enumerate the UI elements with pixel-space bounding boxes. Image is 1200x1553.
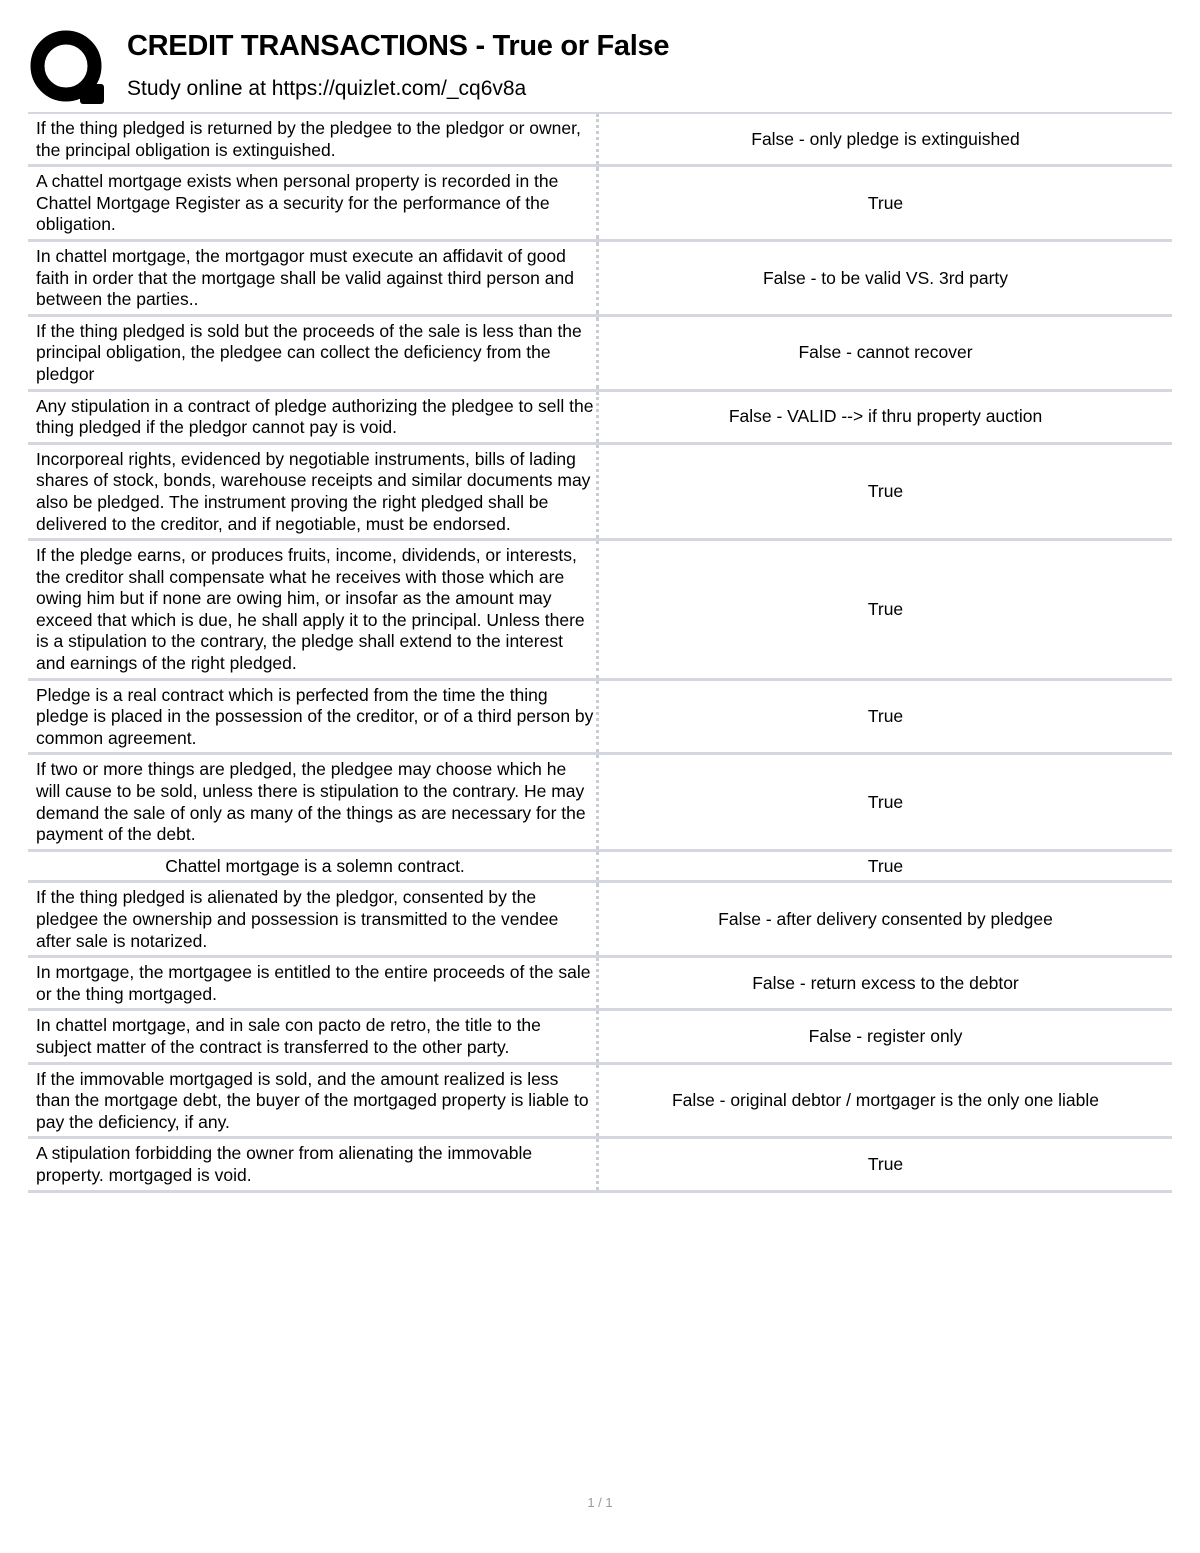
flashcard-definition <box>599 883 1172 955</box>
quizlet-q-logo-icon <box>30 30 106 106</box>
flashcard-definition <box>599 114 1172 164</box>
flashcard-definition <box>599 852 1172 881</box>
flashcard-table <box>28 112 1172 1193</box>
flashcard-term-text: If the thing pledged is alienated by the pledgor, consented by the pledgee the ownership and possession is transmitted to the vendee after sale is notarized. <box>36 887 559 951</box>
page-indicator: 1 / 1 <box>587 1495 613 1510</box>
flashcard-term-text: If the pledge earns, or produces fruits, income, dividends, or interests, the creditor shall compensate what he receives with those which are owing him but if none are owing him, or insofar as the amount may exceed that which is due, he shall apply it to the principal. Unless there is a stipulation to the contrary, the pledge shall extend to the interest and earnings of the right pledged. <box>36 545 585 674</box>
flashcard-term <box>28 1065 599 1137</box>
flashcard-row <box>28 445 1172 541</box>
flashcard-row <box>28 114 1172 167</box>
flashcard-term <box>28 242 599 314</box>
flashcard-row <box>28 317 1172 392</box>
flashcard-definition-text: False - original debtor / mortgager is the only one liable <box>671 1090 1100 1111</box>
flashcard-term-text: Incorporeal rights, evidenced by negotiable instruments, bills of lading shares of stock, bonds, warehouse receipts and similar documents may also be pledged. The instrument proving the right pledged shall be delivered to the creditor, and if negotiable, must be endorsed. <box>36 448 591 534</box>
flashcard-row <box>28 883 1172 958</box>
flashcard-row <box>28 958 1172 1011</box>
flashcard-definition <box>599 317 1172 389</box>
flashcard-definition <box>599 167 1172 239</box>
flashcard-term-text: If the thing pledged is sold but the proceeds of the sale is less than the principal obligation, the pledgee can collect the deficiency from the pledgor <box>36 320 582 384</box>
flashcard-term-text: If the immovable mortgaged is sold, and the amount realized is less than the mortgage debt, the buyer of the mortgaged property is liable to pay the deficiency, if any. <box>36 1068 589 1132</box>
flashcard-term-text: If two or more things are pledged, the pledgee may choose which he will cause to be sold, unless there is stipulation to the contrary. He may demand the sale of only as many of the things as are necessary for the payment of the debt. <box>36 759 586 845</box>
flashcard-term <box>28 958 599 1008</box>
flashcard-term-text: In chattel mortgage, the mortgagor must execute an affidavit of good faith in order that the mortgage shall be valid against third person and between the parties.. <box>36 245 574 310</box>
flashcard-row <box>28 1139 1172 1192</box>
flashcard-definition-text: False - to be valid VS. 3rd party <box>762 267 1009 288</box>
flashcard-definition-text: True <box>867 481 904 502</box>
flashcard-term <box>28 541 599 678</box>
flashcard-row <box>28 1011 1172 1064</box>
flashcard-definition-text: False - VALID --> if thru property auction <box>728 406 1043 427</box>
flashcard-definition-text: True <box>867 599 904 620</box>
flashcard-definition-text: True <box>867 706 904 727</box>
flashcard-term <box>28 1011 599 1061</box>
flashcard-term-text: If the thing pledged is returned by the pledgee to the pledgor or owner, the principal obligation is extinguished. <box>36 118 581 160</box>
flashcard-term <box>28 1139 599 1189</box>
flashcard-term-text: In mortgage, the mortgagee is entitled to the entire proceeds of the sale or the thing mortgaged. <box>36 962 591 1004</box>
flashcard-definition-text: False - return excess to the debtor <box>752 972 1019 993</box>
flashcard-definition-text: False - only pledge is extinguished <box>751 128 1020 149</box>
flashcard-term <box>28 167 599 239</box>
flashcard-row <box>28 755 1172 851</box>
flashcard-definition <box>599 1139 1172 1189</box>
flashcard-definition <box>599 1065 1172 1137</box>
flashcard-definition-text: False - register only <box>808 1026 963 1047</box>
flashcard-definition <box>599 1011 1172 1061</box>
flashcard-definition <box>599 541 1172 678</box>
study-link[interactable]: Study online at https://quizlet.com/_cq6v8a <box>127 77 527 100</box>
flashcard-definition <box>599 445 1172 538</box>
flashcard-term-text: Chattel mortgage is a solemn contract. <box>165 855 465 876</box>
flashcard-row <box>28 392 1172 445</box>
flashcard-definition-text: False - cannot recover <box>798 342 973 363</box>
flashcard-term <box>28 445 599 538</box>
flashcard-definition-text: True <box>867 791 904 812</box>
flashcard-term <box>28 883 599 955</box>
flashcard-term-text: A chattel mortgage exists when personal property is recorded in the Chattel Mortgage Register as a security for the performance of the obligation. <box>36 171 559 235</box>
flashcard-definition-text: False - after delivery consented by pledgee <box>718 909 1053 929</box>
flashcard-term <box>28 317 599 389</box>
page-header <box>0 0 1200 112</box>
flashcard-definition <box>599 681 1172 753</box>
flashcard-term-text: Any stipulation in a contract of pledge authorizing the pledgee to sell the thing pledged if the pledgor cannot pay is void. <box>36 395 594 438</box>
page-title: CREDIT TRANSACTIONS - True or False <box>127 30 670 62</box>
flashcard-row <box>28 681 1172 756</box>
flashcard-term-text: In chattel mortgage, and in sale con pacto de retro, the title to the subject matter of the contract is transferred to the other party. <box>36 1015 541 1057</box>
flashcard-term <box>28 681 599 753</box>
flashcard-definition-text: True <box>867 1154 904 1175</box>
flashcard-definition-text: True <box>867 855 904 876</box>
flashcard-term-text: Pledge is a real contract which is perfected from the time the thing pledge is placed in the possession of the creditor, or of a third person by common agreement. <box>36 684 594 748</box>
flashcard-term <box>28 392 599 442</box>
flashcard-term <box>28 114 599 164</box>
flashcard-term-text: A stipulation forbidding the owner from alienating the immovable property. mortgaged is void. <box>36 1143 533 1185</box>
flashcard-row <box>28 167 1172 242</box>
flashcard-term <box>28 755 599 848</box>
flashcard-definition <box>599 242 1172 314</box>
flashcard-row <box>28 541 1172 681</box>
flashcard-term <box>28 852 599 881</box>
flashcard-definition-text: True <box>867 192 904 213</box>
flashcard-row <box>28 242 1172 317</box>
flashcard-row <box>28 852 1172 884</box>
flashcard-row <box>28 1065 1172 1140</box>
flashcard-definition <box>599 755 1172 848</box>
flashcard-definition <box>599 958 1172 1008</box>
flashcard-definition <box>599 392 1172 442</box>
